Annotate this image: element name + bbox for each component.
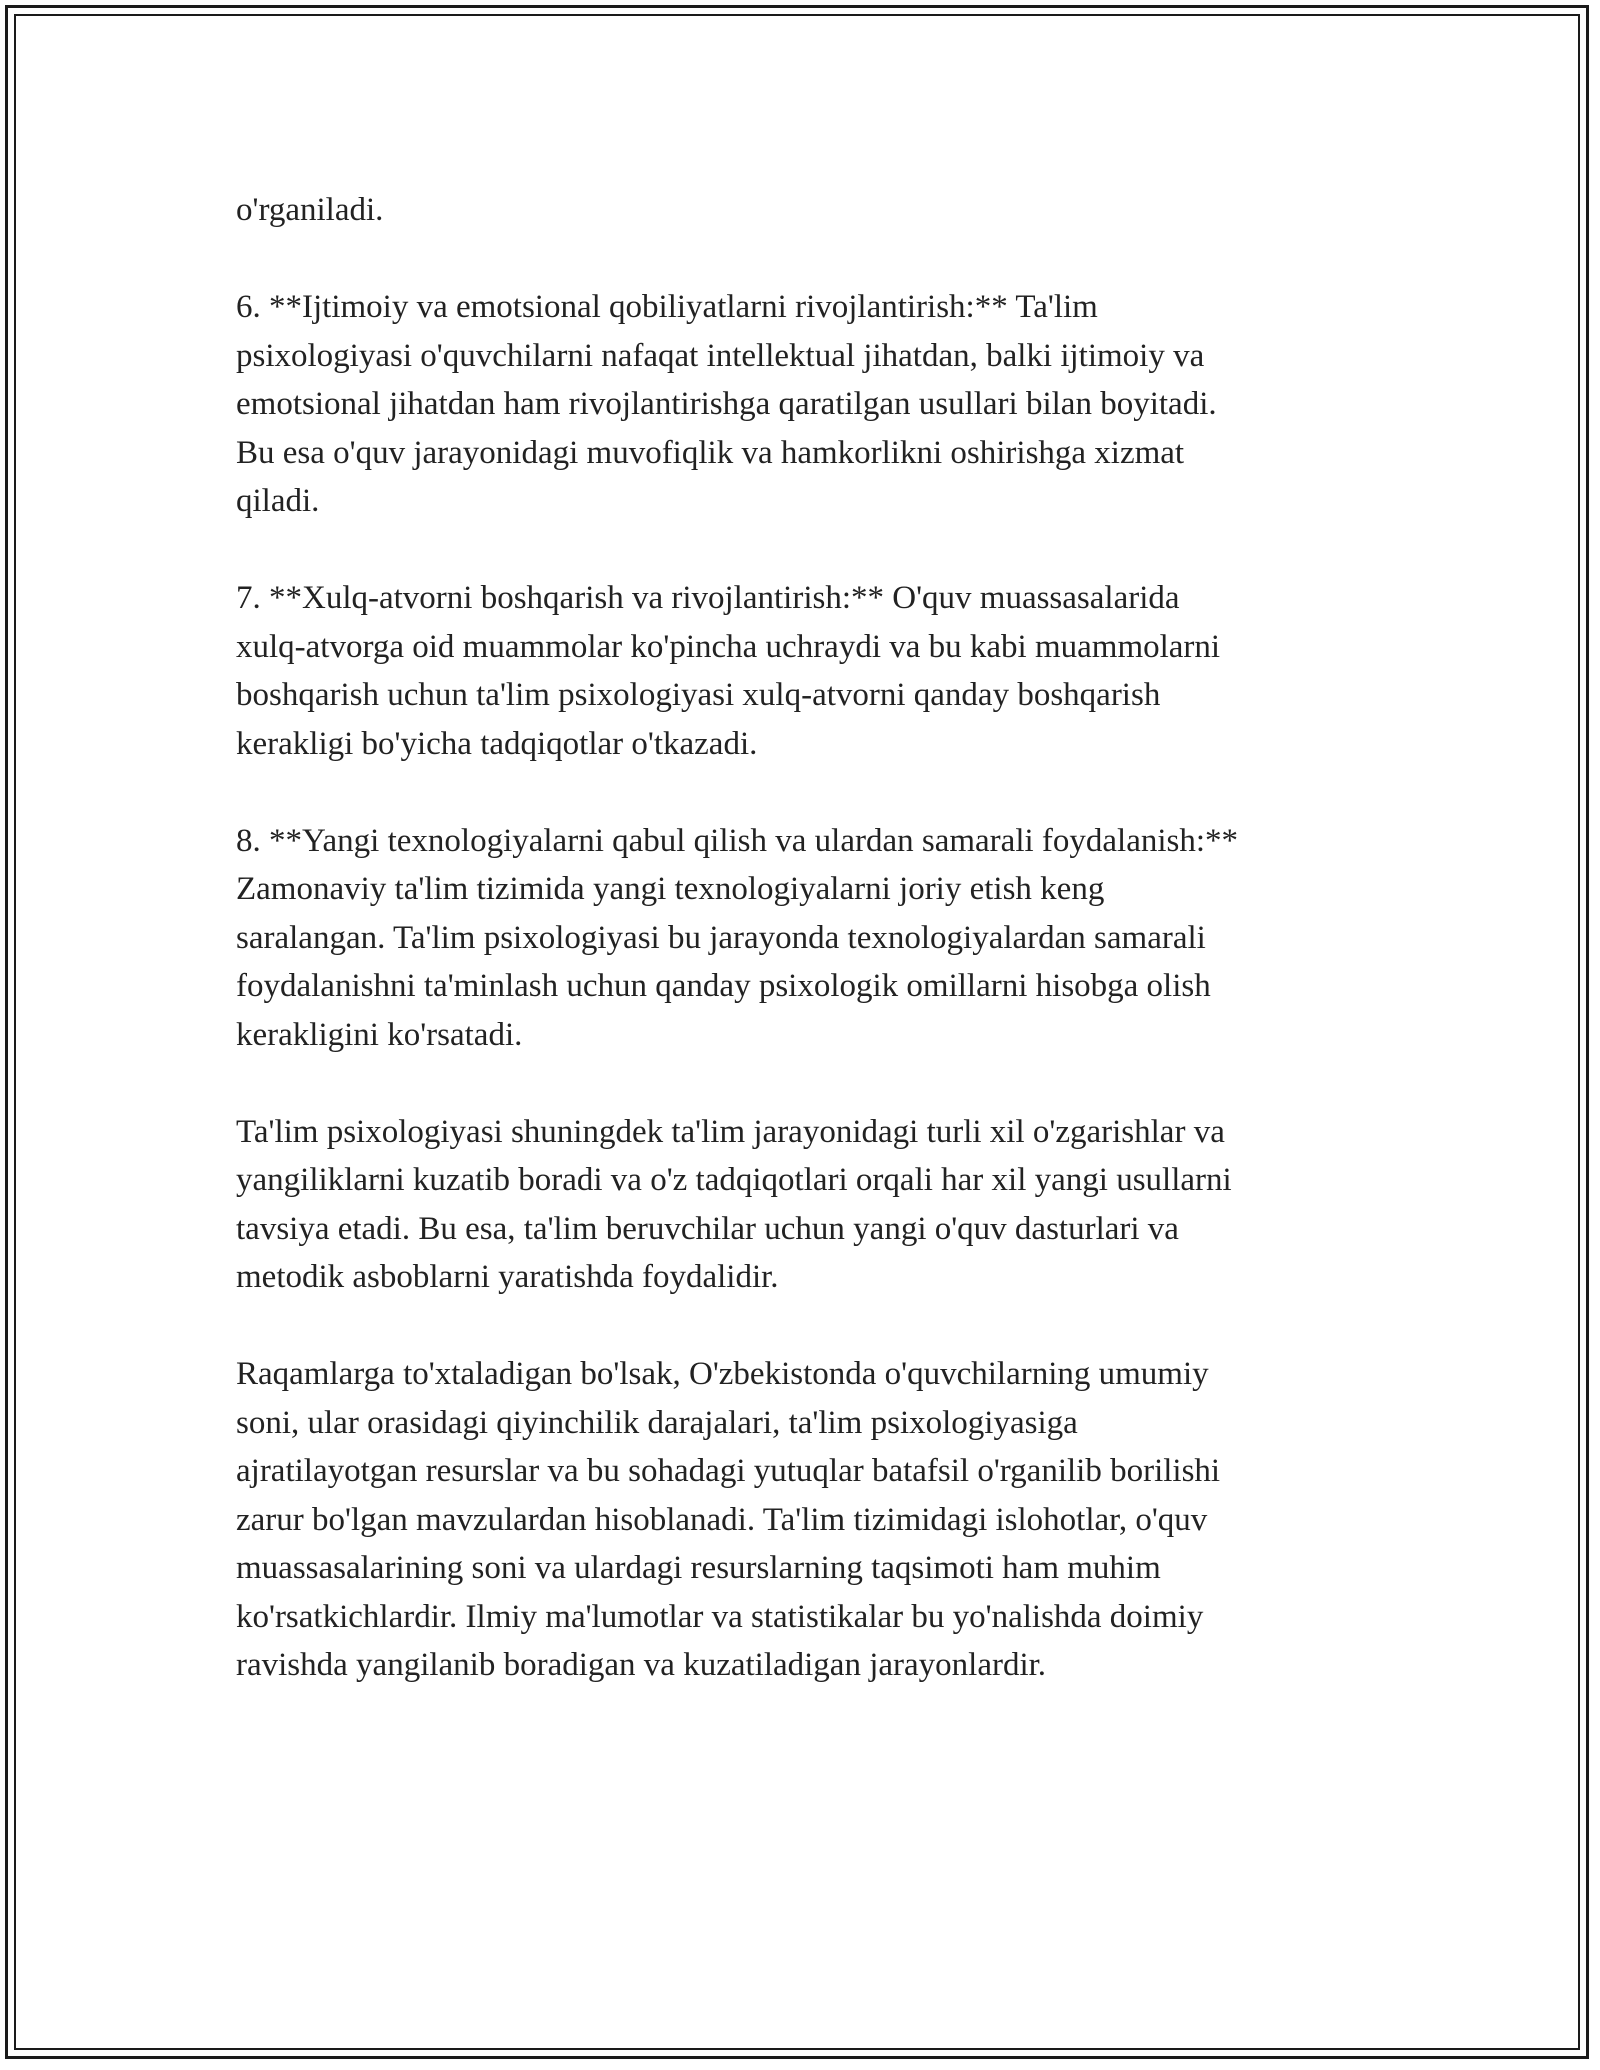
text-line: Zamonaviy ta'lim tizimida yangi texnologiyalarni joriy etish keng xyxy=(236,871,1105,907)
text-line: boshqarish uchun ta'lim psixologiyasi xulq-atvorni qanday boshqarish xyxy=(236,677,1161,713)
text-line: soni, ular orasidagi qiyinchilik darajalari, ta'lim psixologiyasiga xyxy=(236,1404,1078,1441)
text-line: psixologiyasi o'quvchilarni nafaqat intellektual jihatdan, balki ijtimoiy va xyxy=(236,337,1205,374)
paragraph-continuation xyxy=(236,186,1366,235)
text-line: qiladi. xyxy=(236,483,320,519)
text-line: 6. **Ijtimoiy va emotsional qobiliyatlarni rivojlantirish:** Ta'lim xyxy=(236,289,1098,325)
text-line: ko'rsatkichlardir. Ilmiy ma'lumotlar va statistikalar bu yo'nalishda doimiy xyxy=(236,1598,1204,1635)
text-line: foydalanishni ta'minlash uchun qanday psixologik omillarni hisobga olish xyxy=(236,968,1211,1004)
document-body xyxy=(236,186,1366,1738)
text-line: Ta'lim psixologiyasi shuningdek ta'lim jarayonidagi turli xil o'zgarishlar va xyxy=(236,1113,1225,1150)
text-line: tavsiya etadi. Bu esa, ta'lim beruvchilar uchun yangi o'quv dasturlari va xyxy=(236,1210,1179,1247)
text-line: metodik asboblarni yaratishda foydalidir. xyxy=(236,1259,779,1295)
text-line: yangiliklarni kuzatib boradi va o'z tadqiqotlari orqali har xil yangi usullarni xyxy=(236,1162,1232,1198)
text-line: zarur bo'lgan mavzulardan hisoblanadi. Ta'lim tizimidagi islohotlar, o'quv xyxy=(236,1501,1208,1538)
paragraph-item-8 xyxy=(236,817,1366,1060)
text-line: Raqamlarga to'xtaladigan bo'lsak, O'zbekistonda o'quvchilarning umumiy xyxy=(236,1356,1209,1392)
paragraph-item-7 xyxy=(236,574,1366,768)
text-line: ajratilayotgan resurslar va bu sohadagi yutuqlar batafsil o'rganilib borilishi xyxy=(236,1453,1221,1489)
text-line: 7. **Xulq-atvorni boshqarish va rivojlantirish:** O'quv muassasalarida xyxy=(236,580,1180,616)
text-line: muassasalarining soni va ulardagi resurslarning taqsimoti ham muhim xyxy=(236,1550,1161,1586)
paragraph-statistics xyxy=(236,1350,1366,1690)
paragraph-summary xyxy=(236,1108,1366,1302)
text-line: saralangan. Ta'lim psixologiyasi bu jarayonda texnologiyalardan samarali xyxy=(236,919,1206,956)
text-line: Bu esa o'quv jarayonidagi muvofiqlik va hamkorlikni oshirishga xizmat xyxy=(236,434,1185,471)
text-line: kerakligini ko'rsatadi. xyxy=(236,1016,523,1053)
text-line: 8. **Yangi texnologiyalarni qabul qilish va ulardan samarali foydalanish:** xyxy=(236,822,1239,859)
text-line: emotsional jihatdan ham rivojlantirishga qaratilgan usullari bilan boyitadi. xyxy=(236,386,1217,422)
text-line: xulq-atvorga oid muammolar ko'pincha uchraydi va bu kabi muammolarni xyxy=(236,628,1221,665)
paragraph-item-6 xyxy=(236,283,1366,526)
text-line: ravishda yangilanib boradigan va kuzatiladigan jarayonlardir. xyxy=(236,1647,1047,1683)
text-line: kerakligi bo'yicha tadqiqotlar o'tkazadi. xyxy=(236,725,758,762)
text-line: o'rganiladi. xyxy=(236,192,384,228)
